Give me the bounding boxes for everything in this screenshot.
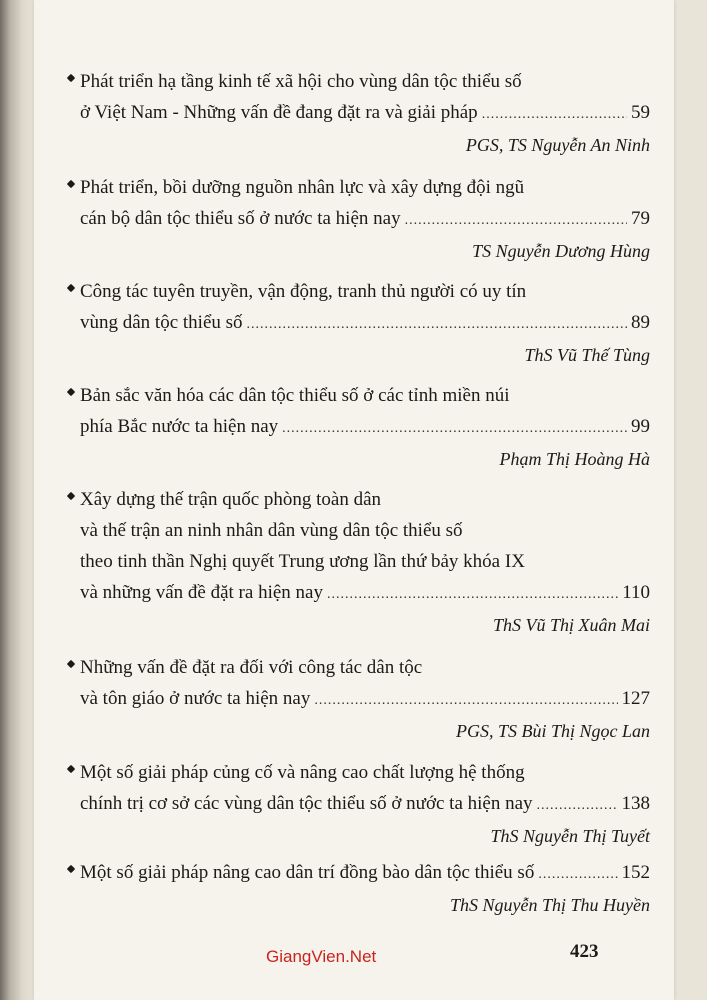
toc-entry <box>80 652 650 746</box>
watermark-text: GiangVien.Net <box>266 947 377 966</box>
entry-last-line <box>80 683 650 716</box>
entry-last-line <box>80 307 650 340</box>
entry-title-line: vùng dân tộc thiểu số <box>80 312 243 333</box>
entry-title-line: cán bộ dân tộc thiểu số ở nước ta hiện nay <box>80 208 401 229</box>
bullet-icon <box>67 388 75 396</box>
page-ref: 110 <box>622 582 650 603</box>
toc-entry <box>80 380 650 474</box>
page-ref: 127 <box>621 688 650 709</box>
page-ref: 79 <box>631 208 650 229</box>
page-ref: 89 <box>631 312 650 333</box>
bullet-icon <box>67 660 75 668</box>
entry-title-line: Một số giải pháp nâng cao dân trí đồng bào dân tộc thiểu số <box>80 862 535 883</box>
entry-title-line: ở Việt Nam - Những vấn đề đang đặt ra và giải pháp <box>80 102 478 123</box>
entry-author: TS Nguyễn Dương Hùng <box>472 241 650 261</box>
dot-leader <box>282 413 627 444</box>
entry-title-line: Phát triển hạ tầng kinh tế xã hội cho vùng dân tộc thiểu số <box>80 71 522 92</box>
entry-author: Phạm Thị Hoàng Hà <box>499 449 650 469</box>
entry-title-line: Xây dựng thế trận quốc phòng toàn dân <box>80 489 382 510</box>
bullet-icon <box>67 865 75 873</box>
entry-last-line <box>80 97 650 130</box>
entry-author: ThS Nguyễn Thị Thu Huyền <box>450 895 650 915</box>
bullet-icon <box>67 284 75 292</box>
dot-leader <box>537 790 618 821</box>
page-ref: 138 <box>621 793 650 814</box>
entry-title-line: và tôn giáo ở nước ta hiện nay <box>80 688 311 709</box>
entry-title-line: Một số giải pháp củng cố và nâng cao chất lượng hệ thống <box>80 762 525 783</box>
dot-leader <box>405 205 627 236</box>
entry-title-line: và những vấn đề đặt ra hiện nay <box>80 582 323 603</box>
page-number: 423 <box>570 941 599 962</box>
entry-title-line: chính trị cơ sở các vùng dân tộc thiểu số ở nước ta hiện nay <box>80 793 533 814</box>
dot-leader <box>538 859 617 890</box>
entry-author: ThS Nguyễn Thị Tuyết <box>490 826 650 846</box>
dot-leader <box>314 685 617 716</box>
entry-title-line: Những vấn đề đặt ra đối với công tác dân tộc <box>80 657 423 678</box>
bullet-icon <box>67 74 75 82</box>
entry-last-line <box>80 788 650 821</box>
dot-leader <box>482 99 627 130</box>
toc-entry <box>80 857 650 920</box>
entry-author: PGS, TS Nguyễn An Ninh <box>465 135 650 155</box>
entry-last-line <box>80 857 650 890</box>
page-ref: 152 <box>621 862 650 883</box>
entry-author: PGS, TS Bùi Thị Ngọc Lan <box>455 721 650 741</box>
toc-entry <box>80 484 650 640</box>
toc-entry <box>80 172 650 266</box>
entry-title-line: và thế trận an ninh nhân dân vùng dân tộc thiểu số <box>80 520 463 541</box>
entry-author: ThS Vũ Thế Tùng <box>524 345 650 365</box>
toc-entry <box>80 757 650 851</box>
bullet-icon <box>67 180 75 188</box>
entry-title-line: Bản sắc văn hóa các dân tộc thiểu số ở các tỉnh miền núi <box>80 385 510 406</box>
toc-entry <box>80 66 650 160</box>
dot-leader <box>327 579 618 610</box>
book-gutter <box>0 0 34 1000</box>
dot-leader <box>247 309 627 340</box>
entry-title-line: theo tinh thần Nghị quyết Trung ương lần thứ bảy khóa IX <box>80 551 525 572</box>
page-ref: 99 <box>631 416 650 437</box>
toc-page <box>34 0 674 1000</box>
entry-last-line <box>80 411 650 444</box>
bullet-icon <box>67 492 75 500</box>
entry-title-line: phía Bắc nước ta hiện nay <box>80 416 279 437</box>
entry-title-line: Công tác tuyên truyền, vận động, tranh thủ người có uy tín <box>80 281 527 302</box>
entry-author: ThS Vũ Thị Xuân Mai <box>492 615 650 635</box>
entry-last-line <box>80 577 650 610</box>
toc-entry <box>80 276 650 370</box>
page-ref: 59 <box>631 102 650 123</box>
entry-last-line <box>80 203 650 236</box>
bullet-icon <box>67 765 75 773</box>
entry-title-line: Phát triển, bồi dưỡng nguồn nhân lực và xây dựng đội ngũ <box>80 177 525 198</box>
